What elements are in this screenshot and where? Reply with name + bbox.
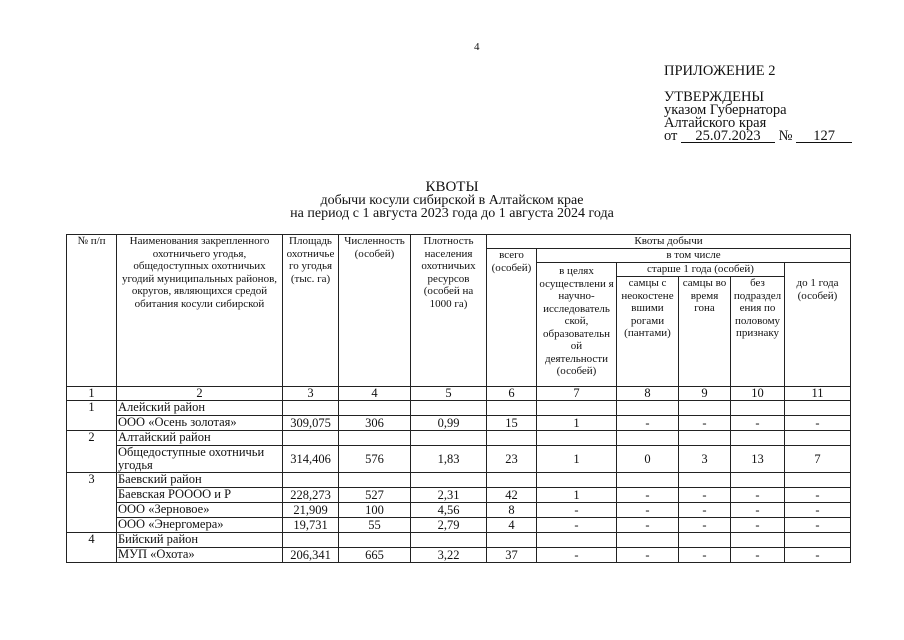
cell-count (339, 533, 411, 548)
cell-c7: - (537, 503, 617, 518)
decree-date: 25.07.2023 (681, 130, 775, 143)
header-name: Наименования закрепленного охотничьего угодья, общедоступных охотничьих угодий муниципальных районов, округов, являющихся средой обитания косули сибирской (117, 235, 283, 387)
header-research: в целях осуществлени я научно-исследователь ской, образовательн ой деятельности (особей) (537, 263, 617, 387)
cell-c9 (679, 533, 731, 548)
cell-total: 37 (487, 548, 537, 563)
cell-c10: - (731, 488, 785, 503)
cell-count (339, 401, 411, 416)
cell-c10: - (731, 416, 785, 431)
cell-density: 2,31 (411, 488, 487, 503)
row-name: Общедоступные охотничьи угодья (117, 446, 283, 473)
header-total: всего (особей) (487, 249, 537, 387)
cell-area (283, 473, 339, 488)
colnum: 1 (67, 387, 117, 401)
cell-count: 576 (339, 446, 411, 473)
cell-count (339, 431, 411, 446)
row-name: Алтайский район (117, 431, 283, 446)
cell-c7 (537, 533, 617, 548)
cell-c9: 3 (679, 446, 731, 473)
cell-c8 (617, 533, 679, 548)
table-row (67, 401, 851, 416)
cell-c10: - (731, 548, 785, 563)
colnum: 2 (117, 387, 283, 401)
cell-count: 306 (339, 416, 411, 431)
cell-c10 (731, 401, 785, 416)
decree-date-line (664, 130, 852, 143)
decree-line-2: Алтайского края (664, 115, 767, 131)
colnum: 7 (537, 387, 617, 401)
appendix-label: ПРИЛОЖЕНИЕ 2 (664, 63, 776, 79)
cell-c7: - (537, 518, 617, 533)
header-rut: самцы во время гона (679, 277, 731, 387)
document-subtitle-2: на период с 1 августа 2023 года до 1 августа 2024 года (290, 206, 614, 221)
header-under1: до 1 года (особей) (785, 263, 851, 387)
cell-c10 (731, 473, 785, 488)
colnum: 9 (679, 387, 731, 401)
cell-area: 19,731 (283, 518, 339, 533)
cell-total (487, 401, 537, 416)
cell-density (411, 473, 487, 488)
cell-area (283, 401, 339, 416)
cell-density: 2,79 (411, 518, 487, 533)
cell-c11 (785, 473, 851, 488)
cell-density: 3,22 (411, 548, 487, 563)
cell-c8 (617, 431, 679, 446)
colnum: 5 (411, 387, 487, 401)
cell-c8: - (617, 503, 679, 518)
cell-c7: 1 (537, 446, 617, 473)
header-nosex: без подраздел ения по половому признаку (731, 277, 785, 387)
cell-total (487, 533, 537, 548)
cell-c7: - (537, 548, 617, 563)
document-subtitle-1: добычи косули сибирской в Алтайском крае (320, 193, 584, 208)
cell-c11: - (785, 503, 851, 518)
row-name: Баевский район (117, 473, 283, 488)
cell-count (339, 473, 411, 488)
cell-count: 665 (339, 548, 411, 563)
cell-c8: 0 (617, 446, 679, 473)
table-row (67, 518, 851, 533)
header-count: Численность (особей) (339, 235, 411, 387)
decree-line-1: указом Губернатора (664, 102, 787, 118)
cell-c11 (785, 533, 851, 548)
quota-table (66, 234, 851, 563)
cell-c10: 13 (731, 446, 785, 473)
cell-c7 (537, 431, 617, 446)
cell-c9: - (679, 488, 731, 503)
cell-total: 42 (487, 488, 537, 503)
table-row (67, 416, 851, 431)
colnum: 10 (731, 387, 785, 401)
cell-c10 (731, 533, 785, 548)
cell-total: 15 (487, 416, 537, 431)
cell-area: 228,273 (283, 488, 339, 503)
cell-c7 (537, 473, 617, 488)
date-prefix: от (664, 128, 678, 144)
header-older: старше 1 года (особей) (617, 263, 785, 277)
cell-c7: 1 (537, 488, 617, 503)
row-number: 3 (67, 473, 117, 533)
cell-total: 23 (487, 446, 537, 473)
cell-c11: - (785, 416, 851, 431)
cell-c9 (679, 401, 731, 416)
cell-c11: 7 (785, 446, 851, 473)
header-density: Плотность населения охотничьих ресурсов (особей на 1000 га) (411, 235, 487, 387)
header-quotas: Квоты добычи (487, 235, 851, 249)
cell-area: 206,341 (283, 548, 339, 563)
cell-c9: - (679, 503, 731, 518)
cell-density: 1,83 (411, 446, 487, 473)
cell-density: 4,56 (411, 503, 487, 518)
cell-c10: - (731, 518, 785, 533)
cell-density: 0,99 (411, 416, 487, 431)
cell-area (283, 431, 339, 446)
row-name: МУП «Охота» (117, 548, 283, 563)
colnum: 3 (283, 387, 339, 401)
header-including: в том числе (537, 249, 851, 263)
table-row (67, 548, 851, 563)
cell-c8: - (617, 548, 679, 563)
cell-area: 314,406 (283, 446, 339, 473)
cell-c8 (617, 401, 679, 416)
row-name: Алейский район (117, 401, 283, 416)
cell-c7: 1 (537, 416, 617, 431)
cell-c9: - (679, 416, 731, 431)
table-row (67, 431, 851, 446)
row-number: 1 (67, 401, 117, 431)
row-name: ООО «Зерновое» (117, 503, 283, 518)
row-name: Баевская РОООО и Р (117, 488, 283, 503)
table-row (67, 503, 851, 518)
page-number: 4 (474, 41, 480, 53)
document-title: КВОТЫ (425, 179, 479, 195)
cell-total (487, 473, 537, 488)
cell-density (411, 401, 487, 416)
row-name: ООО «Осень золотая» (117, 416, 283, 431)
cell-density (411, 533, 487, 548)
cell-c11 (785, 431, 851, 446)
row-number: 2 (67, 431, 117, 473)
row-number: 4 (67, 533, 117, 563)
cell-c8: - (617, 488, 679, 503)
cell-c11: - (785, 548, 851, 563)
cell-c9 (679, 473, 731, 488)
cell-c9: - (679, 518, 731, 533)
approved-label: УТВЕРЖДЕНЫ (664, 89, 765, 105)
decree-number: 127 (796, 130, 852, 143)
cell-c9 (679, 431, 731, 446)
cell-c8: - (617, 416, 679, 431)
row-name: Бийский район (117, 533, 283, 548)
cell-c7 (537, 401, 617, 416)
cell-area (283, 533, 339, 548)
header-area: Площадь охотничье го угодья (тыс. га) (283, 235, 339, 387)
colnum: 8 (617, 387, 679, 401)
row-name: ООО «Энергомера» (117, 518, 283, 533)
table-row (67, 533, 851, 548)
cell-c11: - (785, 518, 851, 533)
table-row (67, 488, 851, 503)
cell-count: 527 (339, 488, 411, 503)
colnum: 4 (339, 387, 411, 401)
header-males: самцы с неокостене вшими рогами (пантами) (617, 277, 679, 387)
table-row (67, 446, 851, 473)
cell-c11: - (785, 488, 851, 503)
cell-count: 100 (339, 503, 411, 518)
cell-c8: - (617, 518, 679, 533)
header-num: № п/п (67, 235, 117, 387)
cell-total: 8 (487, 503, 537, 518)
table-row (67, 473, 851, 488)
cell-total (487, 431, 537, 446)
cell-c11 (785, 401, 851, 416)
colnum: 11 (785, 387, 851, 401)
cell-c9: - (679, 548, 731, 563)
cell-count: 55 (339, 518, 411, 533)
number-prefix: № (778, 128, 793, 144)
cell-total: 4 (487, 518, 537, 533)
cell-area: 21,909 (283, 503, 339, 518)
cell-area: 309,075 (283, 416, 339, 431)
column-numbers-row (67, 387, 851, 401)
cell-c10: - (731, 503, 785, 518)
cell-density (411, 431, 487, 446)
cell-c10 (731, 431, 785, 446)
cell-c8 (617, 473, 679, 488)
colnum: 6 (487, 387, 537, 401)
